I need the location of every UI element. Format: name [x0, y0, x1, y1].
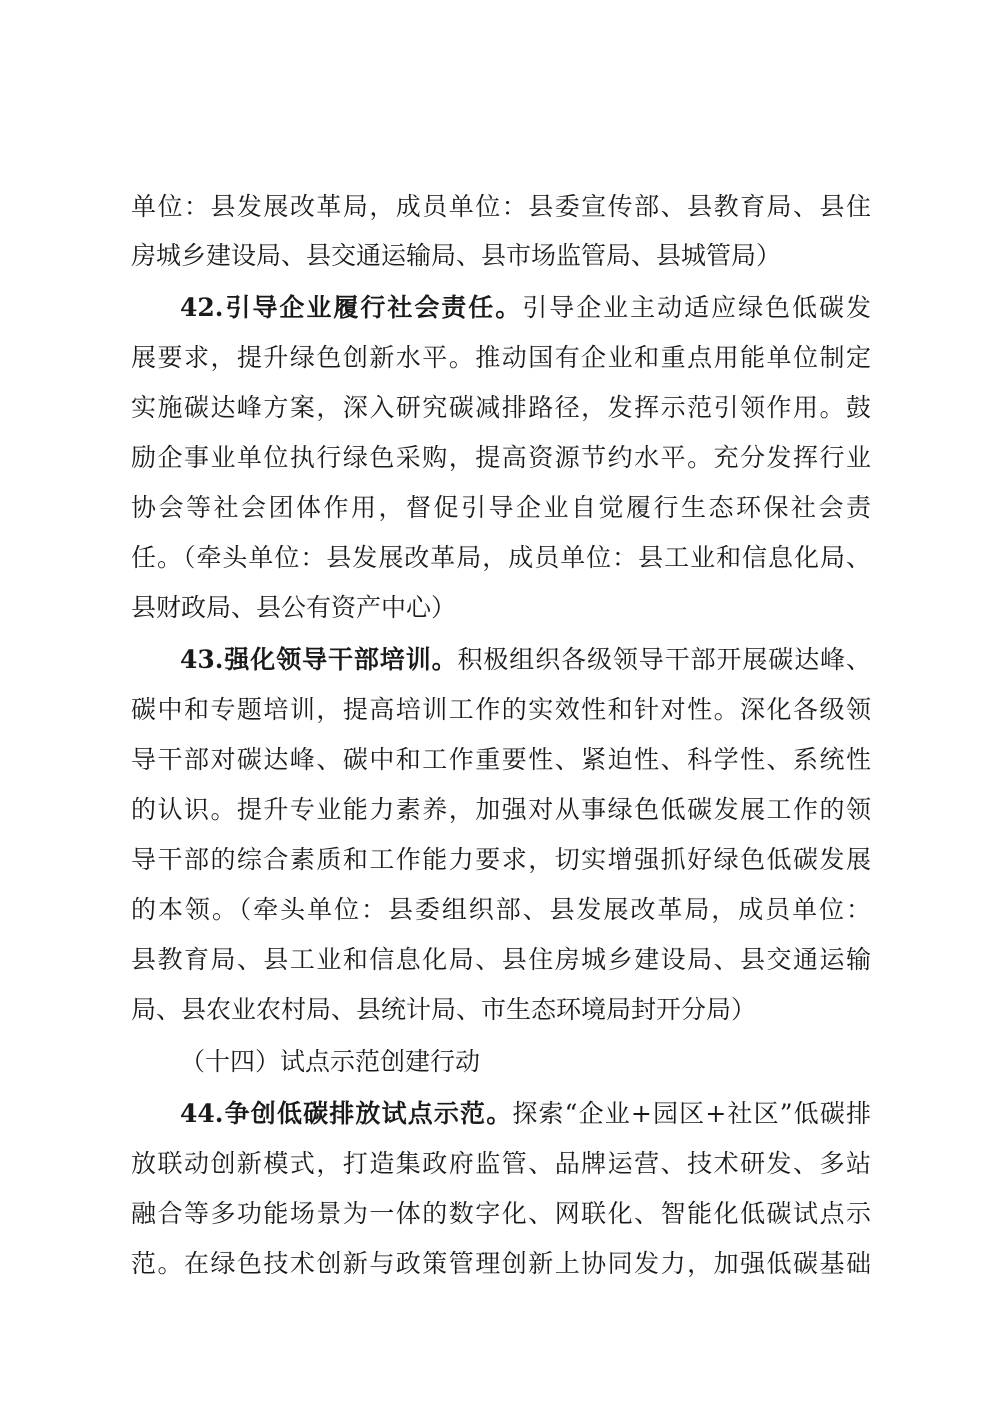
- item-43-title: 43.强化领导干部培训。: [180, 645, 458, 674]
- item-44-text: 探索“企业+园区+社区”低碳排: [512, 1099, 871, 1128]
- item-44-title: 44.争创低碳排放试点示范。: [180, 1099, 513, 1128]
- paragraph-line: 励企事业单位执行绿色采购，提高资源节约水平。充分发挥行业: [131, 443, 871, 472]
- paragraph-line: 范。在绿色技术创新与政策管理创新上协同发力，加强低碳基础: [131, 1249, 871, 1278]
- item-42-first-line: [180, 288, 871, 328]
- paragraph-line: 展要求，提升绿色创新水平。推动国有企业和重点用能单位制定: [131, 343, 871, 372]
- section-heading: （十四）试点示范创建行动: [180, 1047, 481, 1076]
- paragraph-line: 局、县农业农村局、县统计局、市生态环境局封开分局）: [131, 995, 757, 1024]
- paragraph-line: 县教育局、县工业和信息化局、县住房城乡建设局、县交通运输: [131, 945, 871, 974]
- paragraph-line: 的本领。（牵头单位：县委组织部、县发展改革局，成员单位：: [131, 895, 871, 924]
- paragraph-line: 单位：县发展改革局，成员单位：县委宣传部、县教育局、县住: [131, 192, 871, 221]
- paragraph-line: 房城乡建设局、县交通运输局、县市场监管局、县城管局）: [131, 241, 782, 270]
- item-42-text: 引导企业主动适应绿色低碳发: [522, 293, 871, 322]
- item-42-title: 42.引导企业履行社会责任。: [180, 293, 523, 322]
- item-43-text: 积极组织各级领导干部开展碳达峰、: [457, 645, 871, 674]
- paragraph-line: 导干部对碳达峰、碳中和工作重要性、紧迫性、科学性、系统性: [131, 745, 871, 774]
- item-44-first-line: [180, 1094, 871, 1134]
- paragraph-line: 放联动创新模式，打造集政府监管、品牌运营、技术研发、多站: [131, 1149, 871, 1178]
- paragraph-line: 的认识。提升专业能力素养，加强对从事绿色低碳发展工作的领: [131, 795, 871, 824]
- paragraph-line: 融合等多功能场景为一体的数字化、网联化、智能化低碳试点示: [131, 1199, 871, 1228]
- paragraph-line: 协会等社会团体作用，督促引导企业自觉履行生态环保社会责: [131, 493, 871, 522]
- paragraph-line: 任。（牵头单位：县发展改革局，成员单位：县工业和信息化局、: [131, 543, 871, 572]
- paragraph-line: 导干部的综合素质和工作能力要求，切实增强抓好绿色低碳发展: [131, 845, 871, 874]
- paragraph-line: 县财政局、县公有资产中心）: [131, 593, 457, 622]
- paragraph-line: 实施碳达峰方案，深入研究碳减排路径，发挥示范引领作用。鼓: [131, 393, 871, 422]
- paragraph-line: 碳中和专题培训，提高培训工作的实效性和针对性。深化各级领: [131, 695, 871, 724]
- item-43-first-line: [180, 640, 871, 680]
